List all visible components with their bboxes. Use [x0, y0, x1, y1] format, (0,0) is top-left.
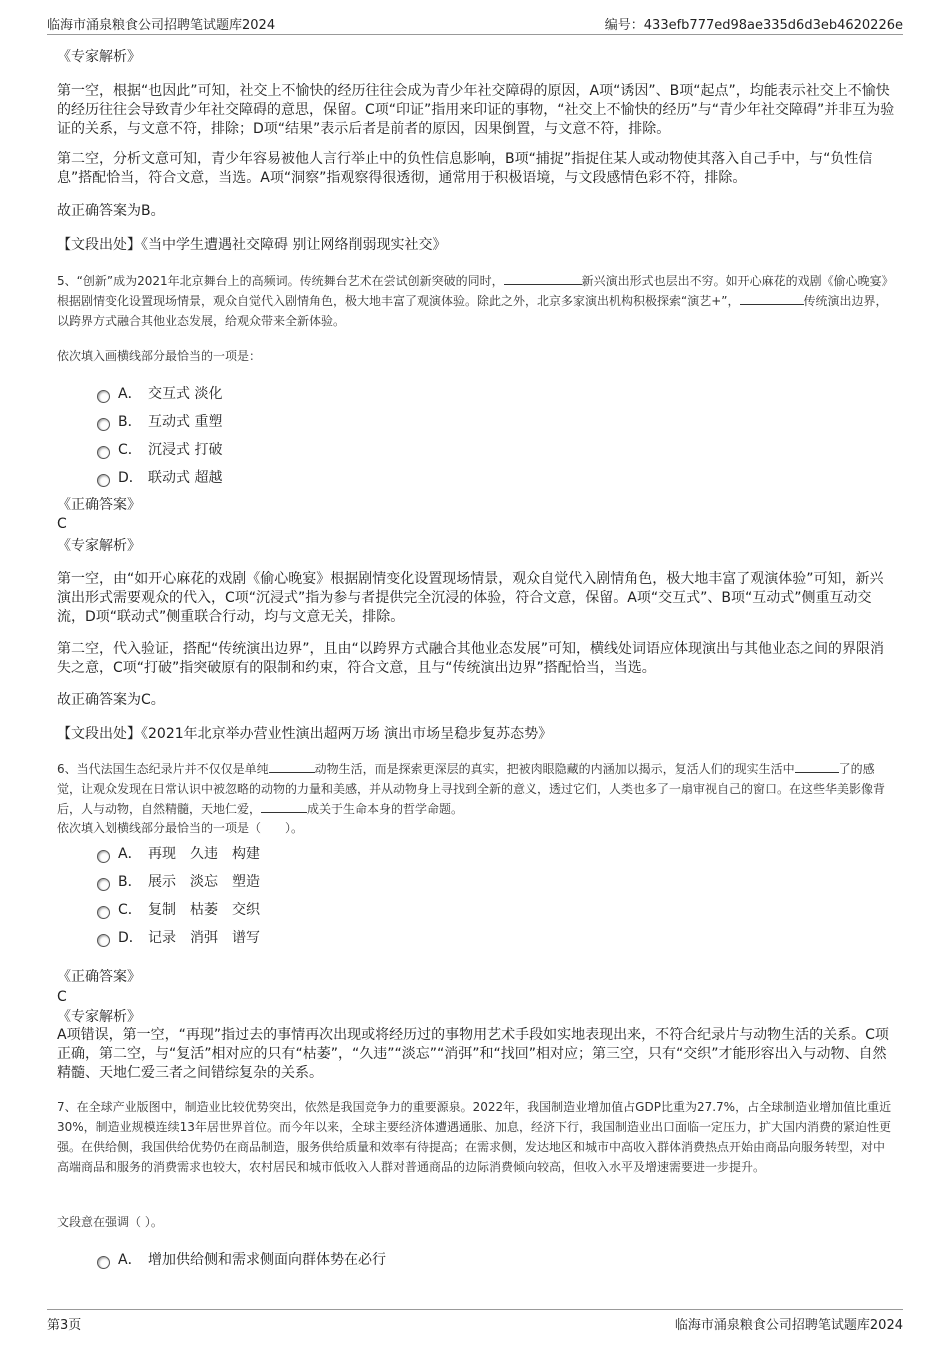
- q5-source: 【文段出处】《2021年北京举办营业性演出超两万场 演出市场呈稳步复苏态势》: [57, 726, 553, 742]
- q7-stem: 7、在全球产业版图中，制造业比较优势突出，依然是我国竞争力的重要源泉。2022年，我国制造业增加值占GDP比重为27.7%，占全球制造业增加值比重近30%，制造业规模连续13年居世界首位。而今年以来，全球主要经济体遭遇通胀、加息，经济下行，我国制造业出口面临一定压力，扩大国内消费的紧迫性更强。在供给侧，我国供给优势仍在商品制造，服务供给质量和效率有待提高；在需求侧，发达地区和城市中高收入群体消费热点开始由商品向服务转型，对中高端商品和服务的消费需求也较大，农村居民和城市低收入人群对普通商品的边际消费倾向较高，但收入水平及增速需要进一步提升。: [57, 1100, 892, 1174]
- q5-answer-label: 《正确答案》: [57, 497, 141, 513]
- q7-option-a[interactable]: A． 增加供给侧和需求侧面向群体势在必行: [97, 1249, 386, 1269]
- radio-icon[interactable]: [97, 934, 110, 947]
- header-code: 编号：433efb777ed98ae335d6d3eb4620226e: [604, 18, 903, 33]
- q5-analysis-p2: 第二空，代入验证，搭配“传统演出边界”，且由“以跨界方式融合其他业态发展”可知，横线处词语应体现演出与其他业态之间的界限消失之意，C项“打破”指突破原有的限制和约束，符合文意，且与“传统演出边界”搭配恰当，当选。: [57, 641, 885, 676]
- q5-option-a[interactable]: A． 交互式 淡化: [97, 383, 222, 403]
- radio-icon[interactable]: [97, 878, 110, 891]
- page-number: 第3页: [47, 1318, 82, 1333]
- q7-prompt: 文段意在强调（ ）。: [57, 1215, 163, 1229]
- q5-option-c[interactable]: C． 沉浸式 打破: [97, 439, 222, 459]
- q6-stem: 6、当代法国生态纪录片并不仅仅是单纯 动物生活，而是探索更深层的真实，把被肉眼隐藏的内涵加以揭示，复活人们的现实生活中 了的感觉，让观众发现在日常认识中被忽略的动物的力量和美感，并从动物身上寻找到全新的意义，透过它们，人类也多了一扇审视自己的窗口。在这些华美影像背后，人与动物，自然精髓，天地仁爱， 成关于生命本身的哲学命题。: [57, 762, 886, 816]
- page-footer: [47, 1309, 903, 1332]
- radio-icon[interactable]: [97, 390, 110, 403]
- page-header: [47, 12, 903, 35]
- header-title: 临海市涌泉粮食公司招聘笔试题库2024: [47, 18, 276, 33]
- radio-icon[interactable]: [97, 474, 110, 487]
- q4-expert-label: 《专家解析》: [57, 49, 141, 65]
- q5-conclusion: 故正确答案为C。: [57, 692, 165, 708]
- q6-option-c[interactable]: C． 复制 枯萎 交织: [97, 899, 274, 919]
- q5-expert-label: 《专家解析》: [57, 538, 141, 554]
- q6-expert-label: 《专家解析》: [57, 1009, 141, 1025]
- q5-option-b[interactable]: B． 互动式 重塑: [97, 411, 222, 431]
- q4-analysis-p1: 第一空，根据“也因此”可知，社交上不愉快的经历往往会成为青少年社交障碍的原因，A项“诱因”、B项“起点”，均能表示社交上不愉快的经历往往会导致青少年社交障碍的意思，保留。C项“印证”指用来印证的事物，“社交上不愉快的经历”与“青少年社交障碍”并非互为验证的关系，与文意不符，排除；D项“结果”表示后者是前者的原因，因果倒置，与文意不符，排除。: [57, 83, 895, 137]
- q5-stem: 5、“创新”成为2021年北京舞台上的高频词。传统舞台艺术在尝试创新突破的同时， 新兴演出形式也层出不穷。如开心麻花的戏剧《偷心晚宴》根据剧情变化设置现场情景，观众自觉代入剧情角色，极大地丰富了观演体验。除此之外，北京多家演出机构积极探索“演艺+”， 传统演出边界，以跨界方式融合其他业态发展，给观众带来全新体验。: [57, 274, 894, 328]
- q6-prompt: 依次填入划横线部分最恰当的一项是（ ）。: [57, 821, 304, 835]
- q6-answer-label: 《正确答案》: [57, 969, 141, 985]
- radio-icon[interactable]: [97, 418, 110, 431]
- radio-icon[interactable]: [97, 906, 110, 919]
- q6-option-d[interactable]: D． 记录 消弭 谱写: [97, 927, 274, 947]
- q5-prompt: 依次填入画横线部分最恰当的一项是：: [57, 349, 262, 363]
- footer-title: 临海市涌泉粮食公司招聘笔试题库2024: [674, 1318, 903, 1333]
- q6-answer: C: [57, 989, 67, 1005]
- q5-analysis-p1: 第一空，由“如开心麻花的戏剧《偷心晚宴》根据剧情变化设置现场情景，观众自觉代入剧情角色，极大地丰富了观演体验”可知，新兴演出形式需要观众的代入，C项“沉浸式”指为参与者提供完全沉浸的体验，符合文意，保留。A项“交互式”、B项“互动式”侧重互动交流，D项“联动式”侧重联合行动，均与文意无关，排除。: [57, 571, 884, 625]
- radio-icon[interactable]: [97, 1256, 110, 1269]
- q5-answer: C: [57, 516, 67, 532]
- q4-source: 【文段出处】《当中学生遭遇社交障碍 别让网络削弱现实社交》: [57, 237, 447, 253]
- q6-option-b[interactable]: B． 展示 淡忘 塑造: [97, 871, 274, 891]
- q6-option-a[interactable]: A． 再现 久违 构建: [97, 843, 274, 863]
- q6-analysis: A项错误，第一空，“再现”指过去的事情再次出现或将经历过的事物用艺术手段如实地表现出来，不符合纪录片与动物生活的关系。C项正确，第二空，与“复活”相对应的只有“枯萎”，“久违”“淡忘”“消弭”和“找回”相对应；第三空，只有“交织”才能形容出入与动物、自然精髓、天地仁爱三者之间错综复杂的关系。: [57, 1027, 889, 1081]
- radio-icon[interactable]: [97, 446, 110, 459]
- q4-analysis-p2: 第二空，分析文意可知，青少年容易被他人言行举止中的负性信息影响，B项“捕捉”指捉住某人或动物使其落入自己手中，与“负性信息”搭配恰当，符合文意，当选。A项“洞察”指观察得很透彻，通常用于积极语境，与文段感情色彩不符，排除。: [57, 151, 873, 186]
- q4-conclusion: 故正确答案为B。: [57, 203, 165, 219]
- q5-option-d[interactable]: D． 联动式 超越: [97, 467, 222, 487]
- radio-icon[interactable]: [97, 850, 110, 863]
